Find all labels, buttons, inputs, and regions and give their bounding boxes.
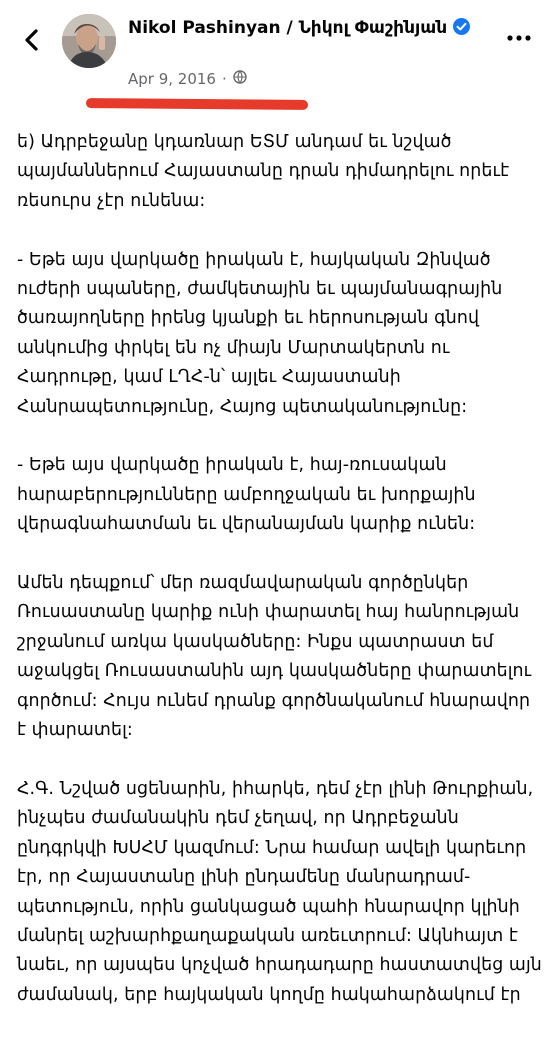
post-paragraph: Հ.Գ. Նշված սցենարին, իհարկե, դեմ չէր լինի Թուրքիան, ինչպես ժամանակին դեմ չեղավ, որ Ադրբեջանն ընդգրկվի ԽՍՀՄ կազմում: Նրա համար ավելի կարեւոր էր, որ Հայաստանը լինի ընդամենը մանրադրամ-պետություն, որին ցանկացած պահի հնարավոր կլինի մանրել աշխարհքաղաքական առեւտրում: Ակնհայտ է նաեւ, որ այսպես կոչված հրադադարը հաստատվեց այն ժամանակ, երբ հայկական կողմը հակահարձակում էր: [17, 778, 542, 1005]
avatar[interactable]: [62, 14, 116, 68]
chevron-left-icon[interactable]: [18, 26, 46, 54]
author-name[interactable]: Nikol Pashinyan / Նիկոլ Փաշինյան: [128, 18, 448, 38]
post-meta: [128, 70, 247, 88]
post-paragraph: Ամեն դեպքում՝ մեր ռազմավարական գործընկեր Ռուսաստանը կարիք ունի փարատել հայ հանրության շրջանում առկա կասկածները: Ինքս պատրաստ եմ աջակցել Ռուսաստանին այդ կասկածները փարատելու գործում: Հույս ունեմ դրանք գործնականում հնարավոր է փարատել:: [17, 573, 532, 741]
more-horizontal-icon[interactable]: [504, 28, 534, 48]
author-name-line: [128, 16, 488, 40]
post-paragraph: - Եթե այս վարկածը իրական է, հայկական Զինված ուժերի սպաները, ժամկետային եւ պայմանագրային ծառայողները իրենց կյանքի եւ հերոսության գնով անկումից փրկել են ոչ միայն Մարտակերտն ու Հադրութը, կամ ԼՂՀ-ն՝ այլեւ Հայաստանի Հանրապետությունը, Հայոց պետականությունը:: [17, 249, 503, 417]
post-paragraph: ե) Ադրբեջանը կդառնար ԵՏՄ անդամ եւ նշված պայմաններում Հայաստանը դրան դիմադրելու որեւէ ռեսուրս չէր ունենա:: [17, 132, 510, 211]
verified-badge-icon: [453, 18, 470, 35]
post-date[interactable]: Apr 9, 2016: [128, 70, 216, 88]
globe-icon[interactable]: [233, 70, 247, 88]
post-text: [17, 128, 542, 1040]
post-paragraph: - Եթե այս վարկածը իրական է, հայ-ռուսական հարաբերությունները ամբողջական եւ խորքային վերագնահատման եւ վերանայման կարիք ունեն:: [17, 455, 476, 535]
meta-separator: ·: [221, 70, 227, 88]
post-header: [0, 0, 552, 108]
red-highlight-underline: [86, 98, 308, 110]
